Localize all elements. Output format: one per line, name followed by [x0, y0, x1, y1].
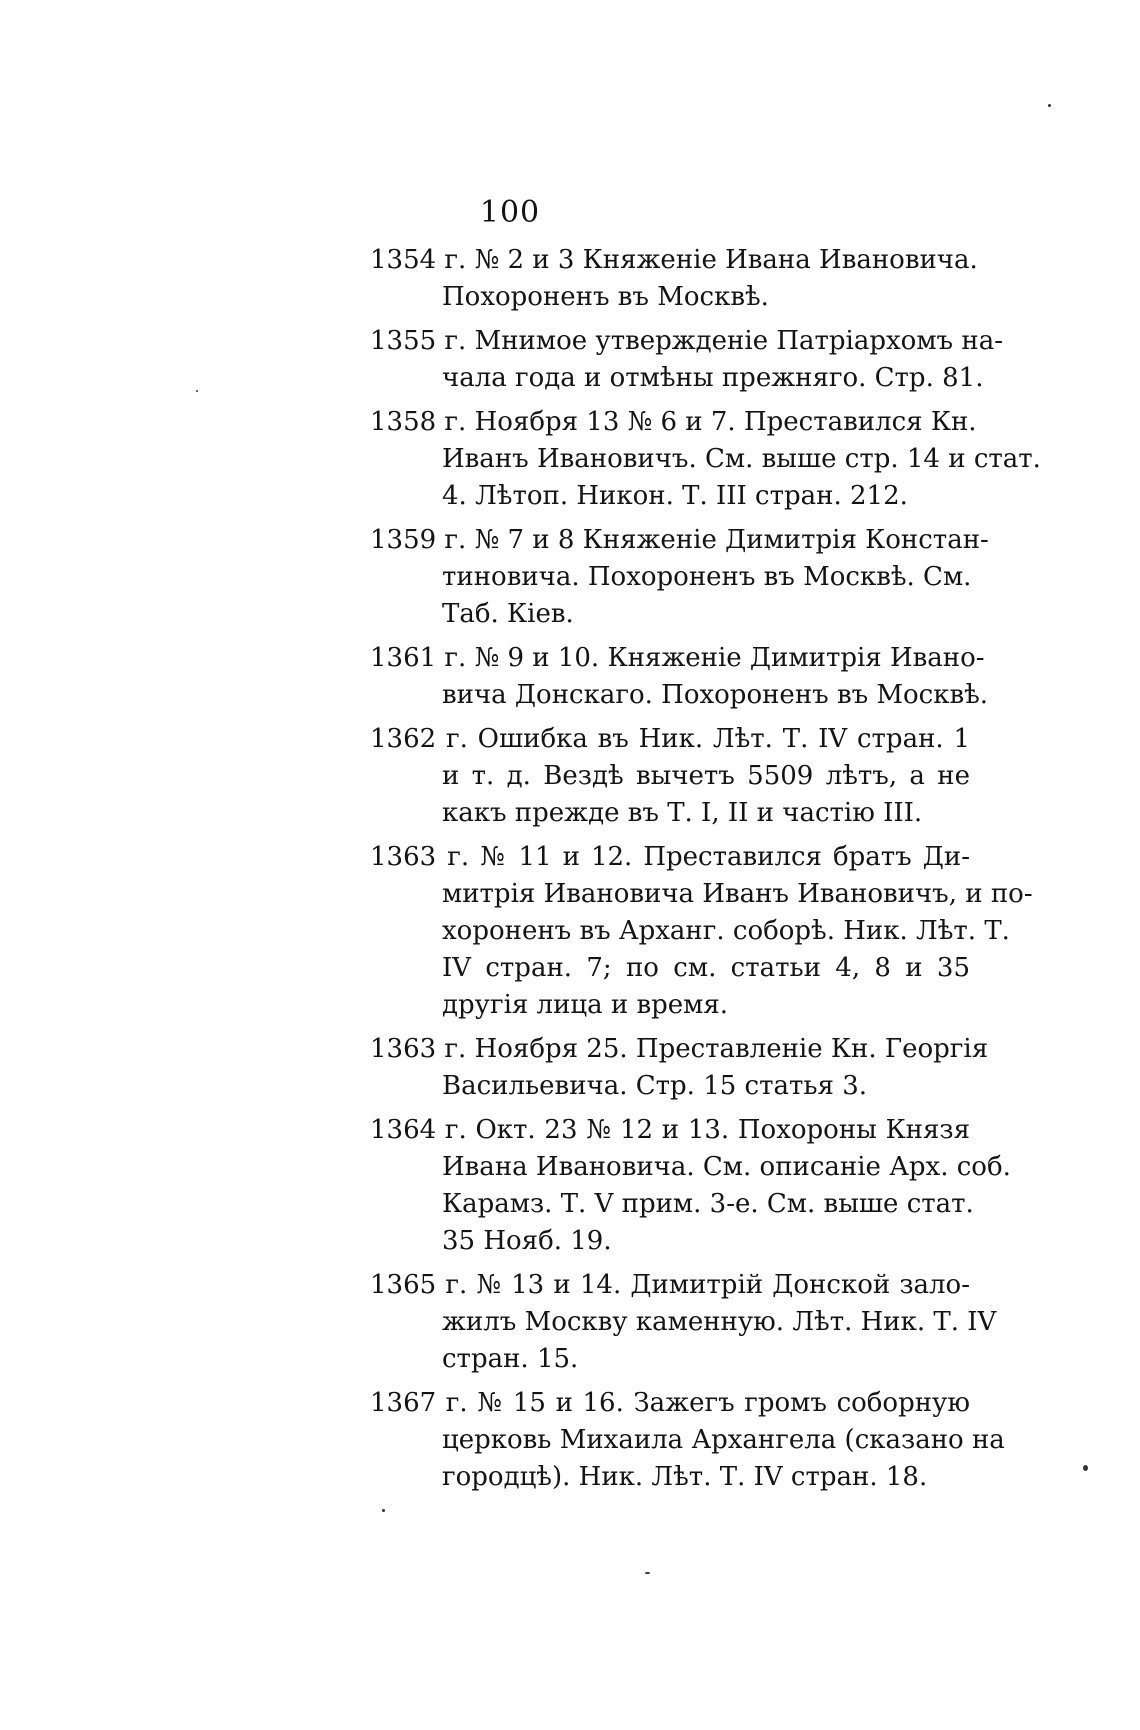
entry-line: IV стран. 7; по см. статьи 4, 8 и 35	[442, 953, 970, 983]
page-number: 100	[479, 195, 541, 230]
entry-1365	[370, 1267, 997, 1378]
entry-line: 1364 г. Окт. 23 № 12 и 13. Похороны Князя	[370, 1115, 970, 1145]
entry-line: вича Донскаго. Похороненъ въ Москвѣ.	[442, 680, 989, 710]
entry-1355	[370, 323, 1003, 397]
entry-line: 1363 г. Ноября 25. Преставленіе Кн. Георгія	[370, 1034, 989, 1064]
entry-line: 1361 г. № 9 и 10. Княженіе Димитрія Ивано-	[370, 643, 985, 673]
entry-line: Таб. Кіев.	[442, 599, 574, 629]
entry-1359	[370, 522, 989, 633]
entry-line: 1359 г. № 7 и 8 Княженіе Димитрія Констан-	[370, 525, 989, 555]
entry-line: 4. Лѣтоп. Никон. Т. III стран. 212.	[442, 481, 908, 511]
scan-speck	[645, 1572, 650, 1574]
entry-line: городцѣ). Ник. Лѣт. Т. IV стран. 18.	[442, 1462, 928, 1492]
entry-line: Ивана Ивановича. См. описаніе Арх. соб.	[442, 1152, 1011, 1182]
entry-line: и т. д. Вездѣ вычетъ 5509 лѣтъ, а не	[442, 761, 970, 791]
entry-line: 1355 г. Мнимое утвержденіе Патріархомъ на-	[370, 326, 1003, 356]
chronology-entries	[370, 242, 1041, 1496]
entry-1354	[370, 242, 978, 316]
entry-line: 1363 г. № 11 и 12. Преставился братъ Ди-	[370, 842, 970, 872]
entry-1358	[370, 404, 1041, 515]
entry-line: Иванъ Ивановичъ. См. выше стр. 14 и стат.	[442, 444, 1041, 474]
entry-line: 35 Нояб. 19.	[442, 1226, 612, 1256]
entry-1363-a	[370, 839, 1033, 1024]
scan-speck	[1048, 104, 1051, 107]
entry-1364	[370, 1112, 1011, 1260]
entry-line: церковь Михаила Архангела (сказано на	[442, 1425, 1005, 1455]
entry-line: Васильевича. Стр. 15 статья 3.	[442, 1071, 868, 1101]
entry-line: 1367 г. № 15 и 16. Зажегъ громъ соборную	[370, 1388, 970, 1418]
entry-line: какъ прежде въ Т. I, II и частію III.	[442, 798, 923, 828]
entry-line: жилъ Москву каменную. Лѣт. Ник. Т. IV	[442, 1307, 997, 1337]
entry-line: 1354 г. № 2 и 3 Княженіе Ивана Ивановича.	[370, 245, 978, 275]
entry-line: хороненъ въ Арханг. соборѣ. Ник. Лѣт. Т.	[442, 916, 1010, 946]
entry-line: 1365 г. № 13 и 14. Димитрій Донской зало-	[370, 1270, 970, 1300]
entry-line: митрія Ивановича Иванъ Ивановичъ, и по-	[442, 879, 1033, 909]
scan-speck	[196, 390, 198, 392]
entry-1367	[370, 1385, 1005, 1496]
entry-line: чала года и отмѣны прежняго. Стр. 81.	[442, 363, 984, 393]
entry-line: тиновича. Похороненъ въ Москвѣ. См.	[442, 562, 972, 592]
scan-speck	[1083, 1465, 1088, 1471]
entry-1362	[370, 721, 970, 832]
entry-line: Карамз. Т. V прим. 3-е. См. выше стат.	[442, 1189, 974, 1219]
entry-line: 1362 г. Ошибка въ Ник. Лѣт. Т. IV стран. 1	[370, 724, 970, 754]
entry-line: другія лица и время.	[442, 990, 729, 1020]
entry-line: Похороненъ въ Москвѣ.	[442, 282, 769, 312]
entry-1363-b	[370, 1031, 989, 1105]
entry-1361	[370, 640, 989, 714]
scan-speck	[382, 1509, 385, 1512]
entry-line: 1358 г. Ноября 13 № 6 и 7. Преставился Кн.	[370, 407, 977, 437]
entry-line: стран. 15.	[442, 1344, 579, 1374]
